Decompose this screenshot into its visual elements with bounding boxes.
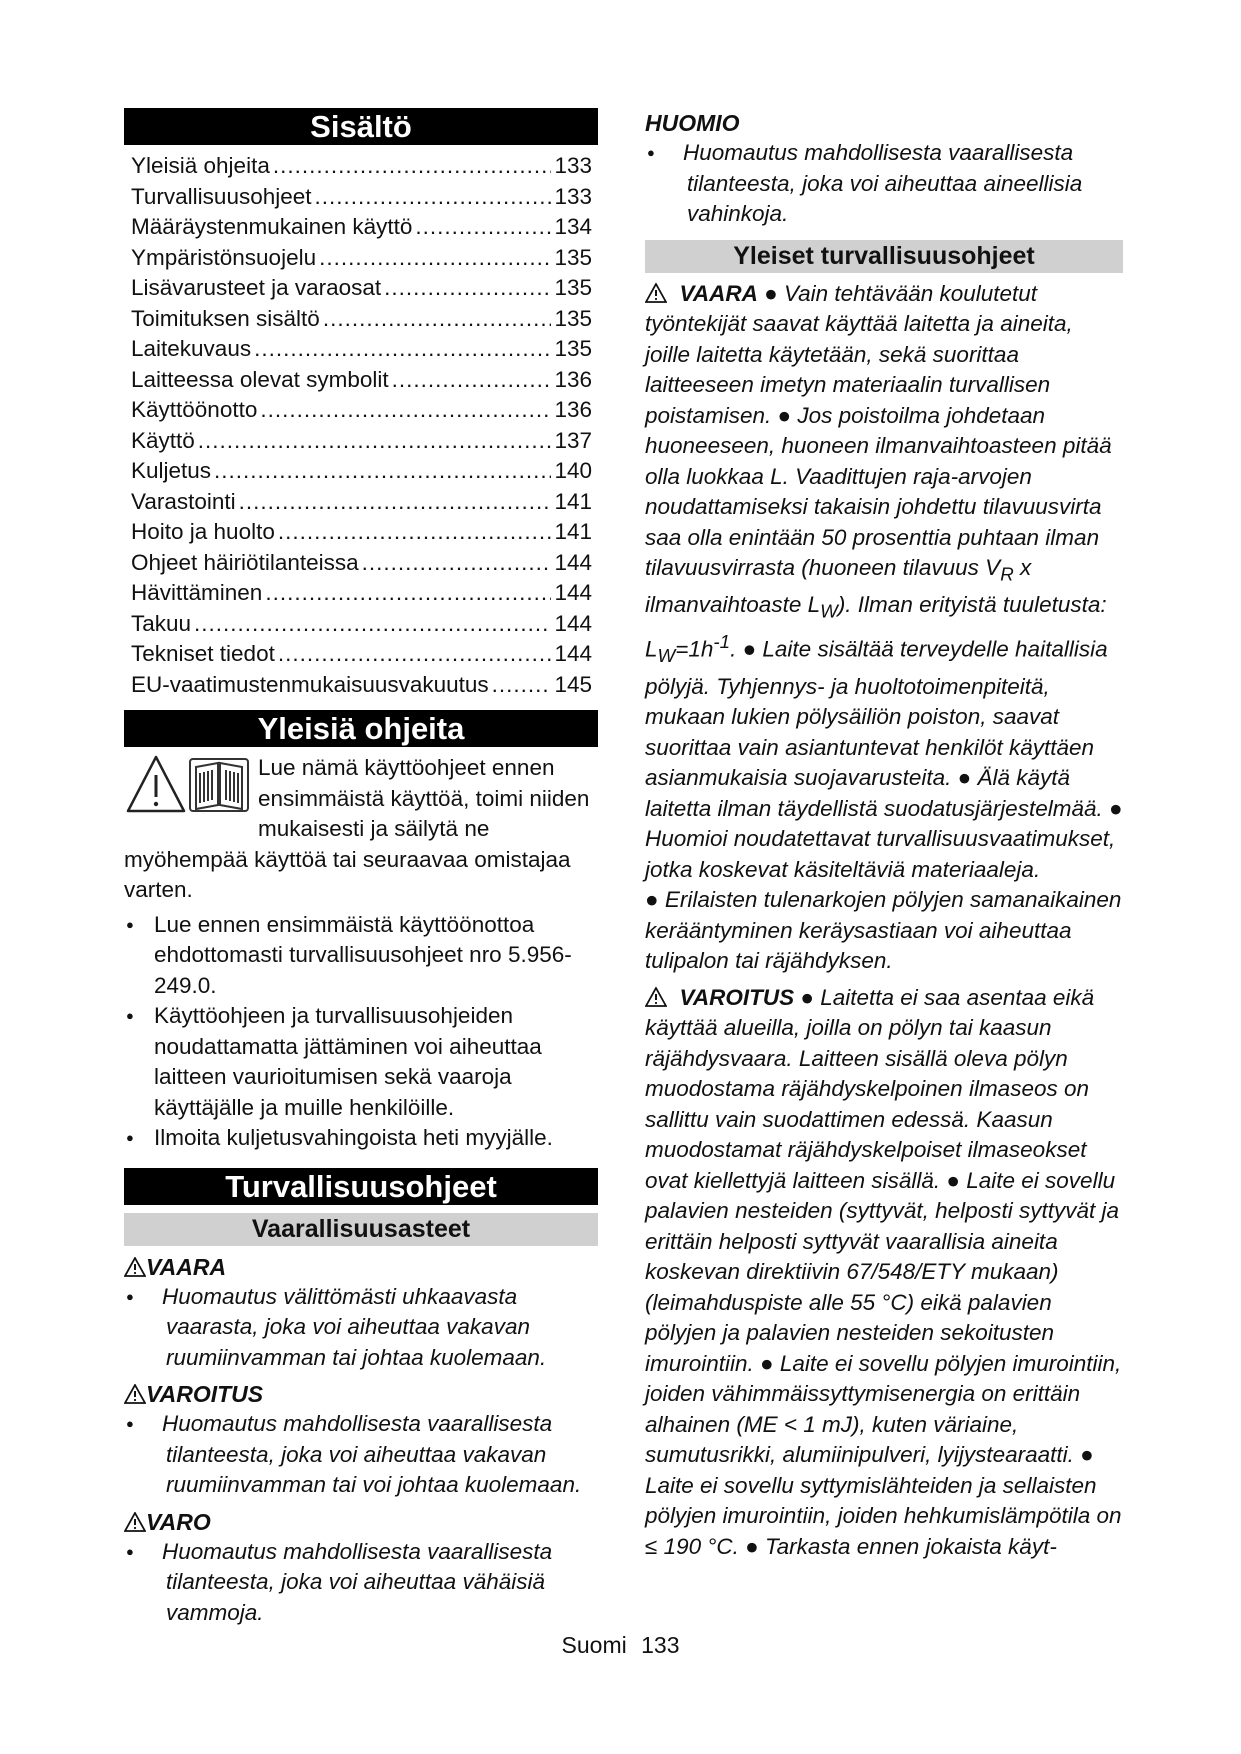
hazard-text-danger: ● Huomautus välittömästi uhkaavasta vaarasta, joka voi aiheuttaa vakavan ruumiinvamman tai johtaa kuolemaan.	[124, 1282, 598, 1374]
hazard-label-danger: VAARA	[124, 1252, 598, 1282]
hazard-text-warning: ● Huomautus mahdollisesta vaarallisesta tilanteesta, joka voi aiheuttaa vakavan ruumiinvamman tai voi johtaa kuolemaan.	[124, 1409, 598, 1501]
toc-entry: Käyttöönotto ..... 136	[124, 395, 598, 426]
safety-title: Turvallisuusohjeet	[124, 1168, 598, 1205]
toc-entry: Hävittäminen ..... 144	[124, 578, 598, 609]
hazard-list	[124, 1409, 598, 1501]
notice-text: ● Huomautus mahdollisesta vaarallisesta tilanteesta, joka voi aiheuttaa aineellisia vahinkoja.	[645, 138, 1123, 230]
warning-triangle-icon	[124, 1257, 146, 1277]
notice-list	[645, 138, 1123, 230]
general-bullets	[124, 910, 598, 1154]
toc-entry: Hoito ja huolto ..... 141	[124, 517, 598, 548]
hazard-levels-title: Vaarallisuusasteet	[124, 1213, 598, 1246]
general-safety-title: Yleiset turvallisuusohjeet	[645, 240, 1123, 273]
notice-label: HUOMIO	[645, 110, 740, 136]
toc-title: Sisältö	[124, 108, 598, 145]
page-footer	[0, 1632, 1241, 1659]
toc-entry: Laitekuvaus ..... 135	[124, 334, 598, 365]
toc-entry: Määräystenmukainen käyttö ..... 134	[124, 212, 598, 243]
general-title: Yleisiä ohjeita	[124, 710, 598, 747]
toc-entry: Lisävarusteet ja varaosat ..... 135	[124, 273, 598, 304]
toc-entry: Käyttö ..... 137	[124, 426, 598, 457]
warning-triangle-icon	[645, 283, 667, 303]
general-intro-text: Lue nämä käyttöohjeet ennen ensimmäistä käyttöä, toimi niiden mukaisesti ja säilytä ne myöhempää käyttöä tai seuraavaa omistajaa varten.	[124, 755, 590, 902]
general-bullet: ● Ilmoita kuljetusvahingoista heti myyjälle.	[124, 1123, 598, 1154]
right-column	[645, 108, 1123, 1562]
warning-label: VAROITUS	[679, 984, 795, 1010]
warning-paragraph: VAROITUS ● Laitetta ei saa asentaa eikä käyttää alueilla, joilla on pölyn tai kaasun räjähdysvaara. Laitteen sisällä oleva pölyn muodostama räjähdyskelpoinen ilmaseos on sallittu vain suodattimen edessä. Kaasun muodostamat räjähdyskelpoiset ilmaseokset ovat kiellettyjä laitteen sisällä. ● Laite ei sovellu palavien nesteiden (syttyvät, helposti syttyvät ja erittäin helposti syttyvät vaarallisia aineita koskevan direktiivin 67/548/ETY mukaan) (leimahduspiste alle 55 °C) eikä palavien pölyjen ja palavien nesteiden sekoitusten imurointiin. ● Laite ei sovellu pölyjen imurointiin, joiden vähimmäissyttymisenergia on erittäin alhainen (ME < 1 mJ), kuten väriaine, sumutusrikki, alumiinipulveri, lyijystearaatti. ● Laite ei sovellu syttymislähteiden ja sellaisten pölyjen imurointiin, joiden hehkumislämpötila on ≤ 190 °C. ● Tarkasta ennen jokaista käyt-	[645, 984, 1122, 1559]
toc-entry: Tekniset tiedot ..... 144	[124, 639, 598, 670]
toc-entry: Kuljetus ..... 140	[124, 456, 598, 487]
general-bullet: ● Lue ennen ensimmäistä käyttöönottoa ehdottomasti turvallisuusohjeet nro 5.956-249.0.	[124, 910, 598, 1002]
toc-entry: Ympäristönsuojelu ..... 135	[124, 243, 598, 274]
danger-paragraph-2: ● Erilaisten tulenarkojen pölyjen samanaikainen kerääntyminen keräysastiaan voi aiheuttaa tulipalon tai räjähdyksen.	[645, 887, 1122, 973]
warning-triangle-icon	[128, 757, 184, 811]
toc-entry: Yleisiä ohjeita ..... 133	[124, 151, 598, 182]
footer-language: Suomi	[561, 1632, 627, 1658]
warning-triangle-icon	[645, 987, 667, 1007]
hazard-label-caution: VARO	[124, 1507, 598, 1537]
hazard-list	[124, 1537, 598, 1629]
hazard-list	[124, 1282, 598, 1374]
general-bullet: ● Käyttöohjeen ja turvallisuusohjeiden noudattamatta jättäminen voi aiheuttaa laitteen vaurioitumisen sekä vaaroja käyttäjälle ja muille henkilöille.	[124, 1001, 598, 1123]
table-of-contents	[124, 151, 598, 700]
warning-triangle-icon	[124, 1512, 146, 1532]
toc-entry: Takuu ..... 144	[124, 609, 598, 640]
danger-paragraph: VAARA ● Vain tehtävään koulutetut työntekijät saavat käyttää laitetta ja aineita, joille laitetta käytetään, sekä suorittaa laitteeseen imetyn materiaalin turvallisen poistamisen. ● Jos poistoilma johdetaan huoneeseen, huoneen ilmanvaihtoasteen pitää olla luokkaa L. Vaadittujen raja-arvojen noudattamiseksi takaisin johdettu tilavuusvirta saa olla enintään 50 prosenttia puhtaan ilman tilavuusvirrasta (huoneen tilavuus $V_R$ x ilmanvaihtoaste $L_W$). Ilman erityistä tuuletusta: $L_W=1h^{-1}$. ● Laite sisältää terveydelle haitallisia pölyjä. Tyhjennys- ja huoltotoimenpiteitä, mukaan lukien pölysäiliön poiston, saavat suorittaa vain asiantuntevat henkilöt käyttäen asianmukaisia suojavarusteita. ● Älä käytä laitetta ilman täydellistä suodatusjärjestelmää. ● Huomioi noudatettavat turvallisuusvaatimukset, jotka koskevat käsiteltäviä materiaaleja.	[645, 280, 1123, 882]
manual-book-icon	[190, 759, 248, 811]
left-column	[124, 108, 598, 1628]
warning-and-manual-icons	[124, 753, 254, 817]
general-intro-block	[124, 753, 598, 906]
toc-entry: Varastointi ..... 141	[124, 487, 598, 518]
toc-entry: Toimituksen sisältö ..... 135	[124, 304, 598, 335]
danger-label: VAARA	[679, 280, 758, 306]
toc-entry: Ohjeet häiriötilanteissa ..... 144	[124, 548, 598, 579]
hazard-text-caution: ● Huomautus mahdollisesta vaarallisesta tilanteesta, joka voi aiheuttaa vähäisiä vammoja.	[124, 1537, 598, 1629]
toc-entry: Laitteessa olevat symbolit ..... 136	[124, 365, 598, 396]
toc-entry: Turvallisuusohjeet ..... 133	[124, 182, 598, 213]
warning-triangle-icon	[124, 1384, 146, 1404]
toc-entry: EU-vaatimustenmukaisuusvakuutus ..... 145	[124, 670, 598, 701]
hazard-label-warning: VAROITUS	[124, 1379, 598, 1409]
footer-page-number: 133	[641, 1632, 680, 1658]
